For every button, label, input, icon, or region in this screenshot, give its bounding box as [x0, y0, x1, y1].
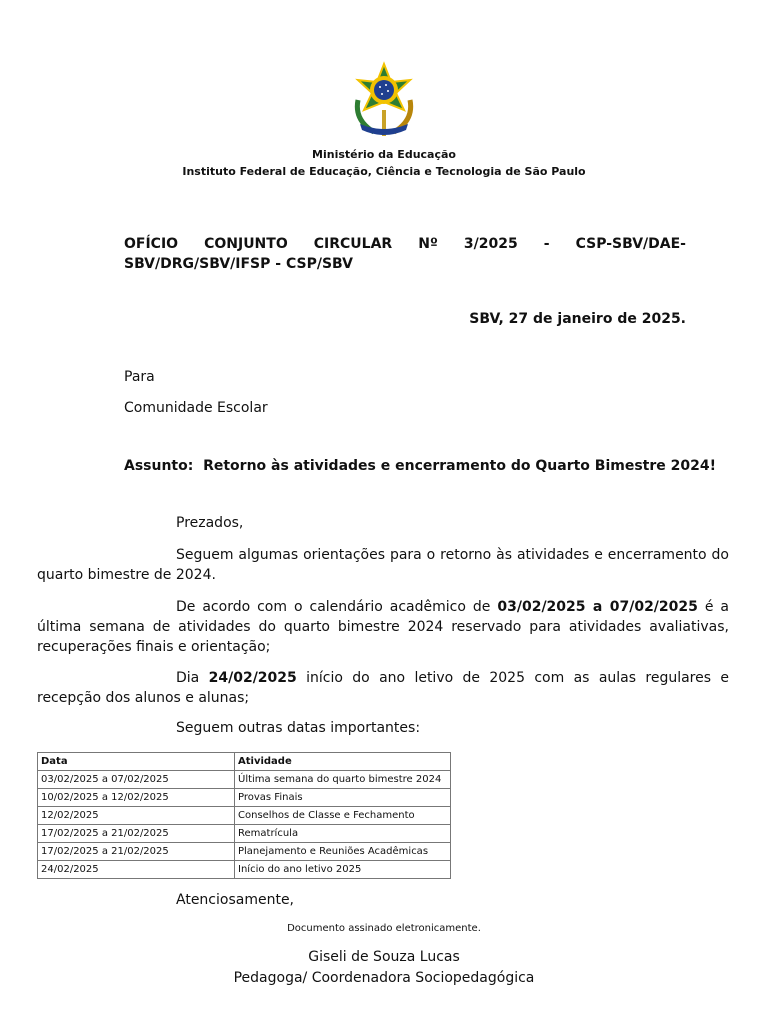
paragraph-1: [37, 545, 729, 585]
table-cell-activity: Início do ano letivo 2025: [235, 861, 451, 879]
table-row: [38, 771, 451, 789]
table-cell-date: 12/02/2025: [38, 807, 235, 825]
recipient: Comunidade Escolar: [124, 400, 268, 416]
table-row: [38, 843, 451, 861]
paragraph-2-dates: 03/02/2025 a 07/02/2025: [497, 599, 698, 615]
ministry-name: Ministério da Educação: [312, 148, 456, 161]
subject-label: Assunto:: [124, 458, 194, 474]
paragraph-3-pre: Dia: [176, 670, 209, 686]
table-cell-date: 17/02/2025 a 21/02/2025: [38, 843, 235, 861]
signed-note: Documento assinado eletronicamente.: [287, 923, 481, 934]
document-title: OFÍCIO CONJUNTO CIRCULAR Nº 3/2025 - CSP-SBV/DAE-SBV/DRG/SBV/IFSP - CSP/SBV: [124, 236, 686, 272]
paragraph-1-text: Seguem algumas orientações para o retorno às atividades e encerramento do quarto bimestre de 2024.: [37, 547, 729, 583]
table-row: [38, 825, 451, 843]
table-row: [38, 807, 451, 825]
table-cell-activity: Rematrícula: [235, 825, 451, 843]
signer-role: Pedagoga/ Coordenadora Sociopedagógica: [233, 970, 535, 986]
table-header-activity: Atividade: [235, 753, 451, 771]
table-cell-date: 10/02/2025 a 12/02/2025: [38, 789, 235, 807]
paragraph-2-post: é a última semana de atividades do quarto bimestre 2024 reservado para atividades avaliativas, recuperações finais e orientação;: [37, 599, 730, 655]
table-cell-date: 17/02/2025 a 21/02/2025: [38, 825, 235, 843]
paragraph-2: [37, 597, 729, 657]
paragraph-3-date: 24/02/2025: [208, 670, 297, 686]
important-dates-table: [37, 752, 451, 879]
subject-text: Retorno às atividades e encerramento do Quarto Bimestre 2024!: [203, 458, 716, 474]
table-row: [38, 789, 451, 807]
paragraph-4: Seguem outras datas importantes:: [176, 720, 421, 736]
signer-name: Giseli de Souza Lucas: [308, 949, 460, 965]
table-cell-date: 24/02/2025: [38, 861, 235, 879]
table-cell-activity: Provas Finais: [235, 789, 451, 807]
paragraph-2-pre: De acordo com o calendário acadêmico de: [176, 599, 498, 615]
paragraph-3-post: início do ano letivo de 2025 com as aulas regulares e recepção dos alunos e alunas;: [37, 670, 729, 706]
subject-line: [124, 458, 716, 474]
table-cell-activity: Última semana do quarto bimestre 2024: [235, 771, 451, 789]
closing: Atenciosamente,: [176, 892, 295, 908]
to-label: Para: [124, 369, 155, 385]
table-row: [38, 861, 451, 879]
date-line: SBV, 27 de janeiro de 2025.: [469, 311, 686, 327]
table-cell-activity: Planejamento e Reuniões Acadêmicas: [235, 843, 451, 861]
table-header-date: Data: [38, 753, 235, 771]
brazil-coat-of-arms-icon: [344, 60, 424, 140]
table-header-row: [38, 753, 451, 771]
paragraph-3: [37, 668, 729, 708]
institute-name: Instituto Federal de Educação, Ciência e Tecnologia de São Paulo: [182, 165, 586, 178]
table-cell-date: 03/02/2025 a 07/02/2025: [38, 771, 235, 789]
greeting: Prezados,: [176, 515, 244, 531]
table-cell-activity: Conselhos de Classe e Fechamento: [235, 807, 451, 825]
